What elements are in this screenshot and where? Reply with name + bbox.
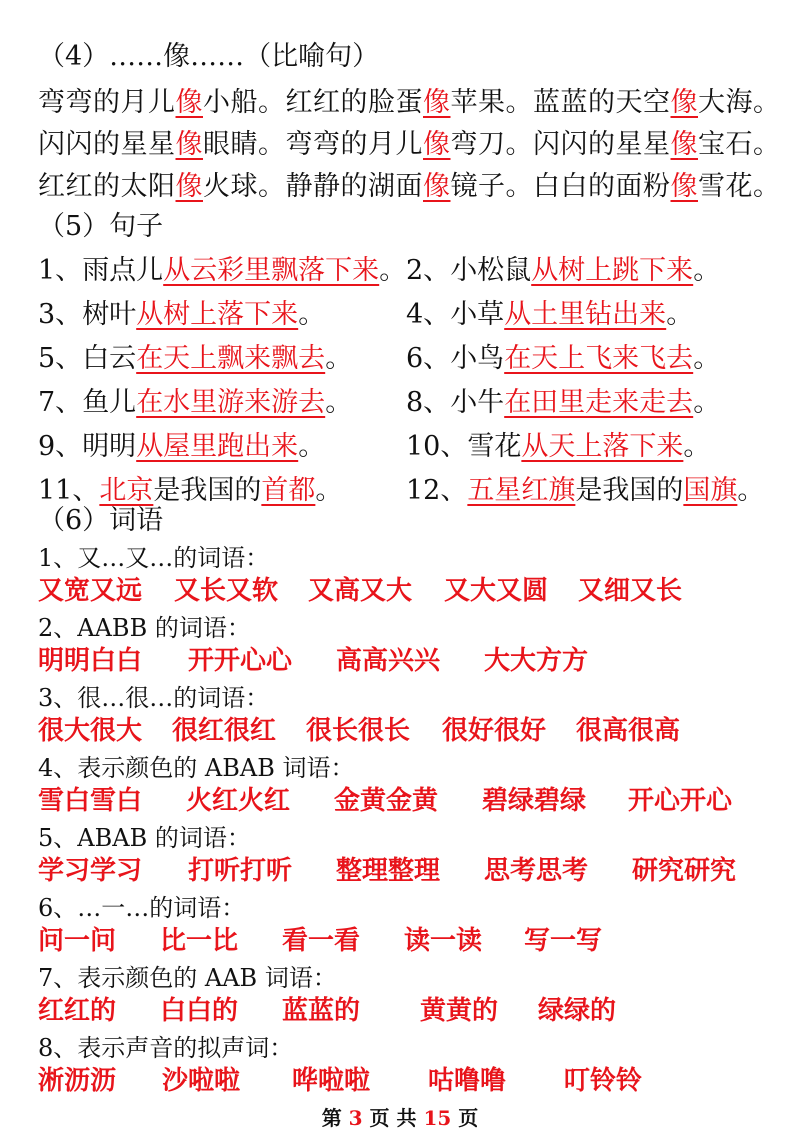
sentence-item: 2、小松鼠从树上跳下来。	[406, 255, 721, 286]
word-item: 雪白雪白	[38, 786, 143, 816]
word-group-question: 3、很…很…的词语：	[38, 684, 270, 712]
word-item: 很红很红	[172, 716, 277, 746]
word-item: 又细又长	[578, 576, 683, 606]
word-item: 很高很高	[576, 716, 681, 746]
word-item: 黄黄的	[420, 996, 499, 1026]
sentence-item: 9、明明从屋里跑出来。	[38, 431, 326, 462]
sentence-key: 五星红旗	[467, 475, 576, 506]
sentence-key: 北京	[99, 475, 154, 506]
word-item: 碧绿碧绿	[482, 786, 587, 816]
word-item: 很好很好	[442, 716, 547, 746]
sentence-key: 从云彩里飘落下来	[163, 255, 380, 286]
sentence-item: 8、小牛在田里走来走去。	[406, 387, 721, 418]
current-page-number: 3	[348, 1106, 363, 1130]
word-item: 沙啦啦	[162, 1066, 241, 1096]
simile-key: 像	[175, 171, 203, 202]
word-item: 绿绿的	[538, 996, 617, 1026]
word-item: 很长很长	[306, 716, 411, 746]
words-heading: （6）词语	[38, 505, 164, 536]
word-item: 看一看	[282, 926, 361, 956]
word-group-question: 1、又…又…的词语：	[38, 544, 270, 572]
word-group-question: 2、AABB 的词语：	[38, 614, 251, 642]
sentence-item: 6、小鸟在天上飞来飞去。	[406, 343, 721, 374]
word-item: 高高兴兴	[336, 646, 441, 676]
simile-key: 像	[423, 171, 451, 202]
simile-key: 像	[670, 171, 698, 202]
word-item: 又宽又远	[38, 576, 143, 606]
simile-key: 像	[670, 87, 698, 118]
word-item: 研究研究	[632, 856, 737, 886]
word-item: 淅沥沥	[38, 1066, 117, 1096]
word-item: 读一读	[404, 926, 483, 956]
word-item: 哗啦啦	[292, 1066, 371, 1096]
sentence-key: 在天上飘来飘去	[136, 343, 326, 374]
word-item: 开心开心	[628, 786, 733, 816]
word-item: 开开心心	[188, 646, 293, 676]
word-group-question: 4、表示颜色的 ABAB 词语：	[38, 754, 355, 782]
word-group-question: 5、ABAB 的词语：	[38, 824, 251, 852]
word-item: 蓝蓝的	[282, 996, 361, 1026]
sentence-key: 从树上跳下来	[531, 255, 694, 286]
word-item: 问一问	[38, 926, 117, 956]
word-item: 咕噜噜	[428, 1066, 507, 1096]
sentence-item: 10、雪花从天上落下来。	[406, 431, 711, 462]
word-item: 思考思考	[484, 856, 589, 886]
word-item: 整理整理	[336, 856, 441, 886]
page-footer: 第 3 页 共 15 页	[321, 1106, 479, 1130]
sentence-key: 从天上落下来	[521, 431, 684, 462]
word-item: 比一比	[160, 926, 239, 956]
word-item: 学习学习	[38, 856, 143, 886]
simile-key: 像	[175, 87, 203, 118]
sentence-key: 国旗	[683, 475, 738, 506]
sentence-item: 4、小草从土里钻出来。	[406, 299, 694, 330]
simile-key: 像	[423, 129, 451, 160]
sentence-key: 在田里走来走去	[504, 387, 694, 418]
sentence-item: 12、五星红旗是我国的国旗。	[406, 475, 765, 506]
simile-line-2: 闪闪的星星像眼睛。弯弯的月儿像弯刀。闪闪的星星像宝石。	[38, 129, 781, 160]
word-group-answers	[38, 640, 758, 674]
simile-key: 像	[670, 129, 698, 160]
sentence-item: 5、白云在天上飘来飘去。	[38, 343, 353, 374]
sentence-item: 7、鱼儿在水里游来游去。	[38, 387, 353, 418]
word-group-answers	[38, 570, 758, 604]
simile-line-1: 弯弯的月儿像小船。红红的脸蛋像苹果。蓝蓝的天空像大海。	[38, 87, 781, 118]
sentence-key: 从屋里跑出来	[136, 431, 299, 462]
word-group-answers	[38, 1060, 758, 1094]
word-group-question: 6、…一…的词语：	[38, 894, 246, 922]
word-item: 红红的	[38, 996, 117, 1026]
sentence-key: 从树上落下来	[136, 299, 299, 330]
sentences-heading: （5）句子	[38, 211, 164, 242]
word-item: 白白的	[160, 996, 239, 1026]
sentence-key: 在天上飞来飞去	[504, 343, 694, 374]
simile-key: 像	[423, 87, 451, 118]
sentence-key: 首都	[261, 475, 316, 506]
word-group-question: 8、表示声音的拟声词：	[38, 1034, 294, 1062]
total-page-count: 15	[423, 1106, 452, 1130]
word-item: 打听打听	[188, 856, 293, 886]
simile-line-3: 红红的太阳像火球。静静的湖面像镜子。白白的面粉像雪花。	[38, 171, 781, 202]
word-item: 又高又大	[308, 576, 413, 606]
sentence-key: 从土里钻出来	[504, 299, 667, 330]
word-item: 又长又软	[174, 576, 279, 606]
word-group-answers	[38, 850, 758, 884]
sentence-item: 11、北京是我国的首都。	[38, 475, 343, 506]
word-item: 很大很大	[38, 716, 143, 746]
simile-heading: （4）……像……（比喻句）	[38, 41, 380, 72]
sentence-item: 3、树叶从树上落下来。	[38, 299, 326, 330]
word-item: 金黄金黄	[334, 786, 439, 816]
word-item: 明明白白	[38, 646, 143, 676]
word-item: 大大方方	[484, 646, 589, 676]
word-group-answers	[38, 920, 758, 954]
word-group-answers	[38, 710, 758, 744]
word-item: 写一写	[524, 926, 603, 956]
word-group-question: 7、表示颜色的 AAB 词语：	[38, 964, 337, 992]
sentence-key: 在水里游来游去	[136, 387, 326, 418]
simile-key: 像	[175, 129, 203, 160]
sentence-item: 1、雨点儿从云彩里飘落下来。	[38, 255, 407, 286]
word-item: 又大又圆	[444, 576, 549, 606]
word-group-answers	[38, 780, 758, 814]
word-item: 叮铃铃	[564, 1066, 643, 1096]
word-item: 火红火红	[186, 786, 291, 816]
word-group-answers	[38, 990, 758, 1024]
